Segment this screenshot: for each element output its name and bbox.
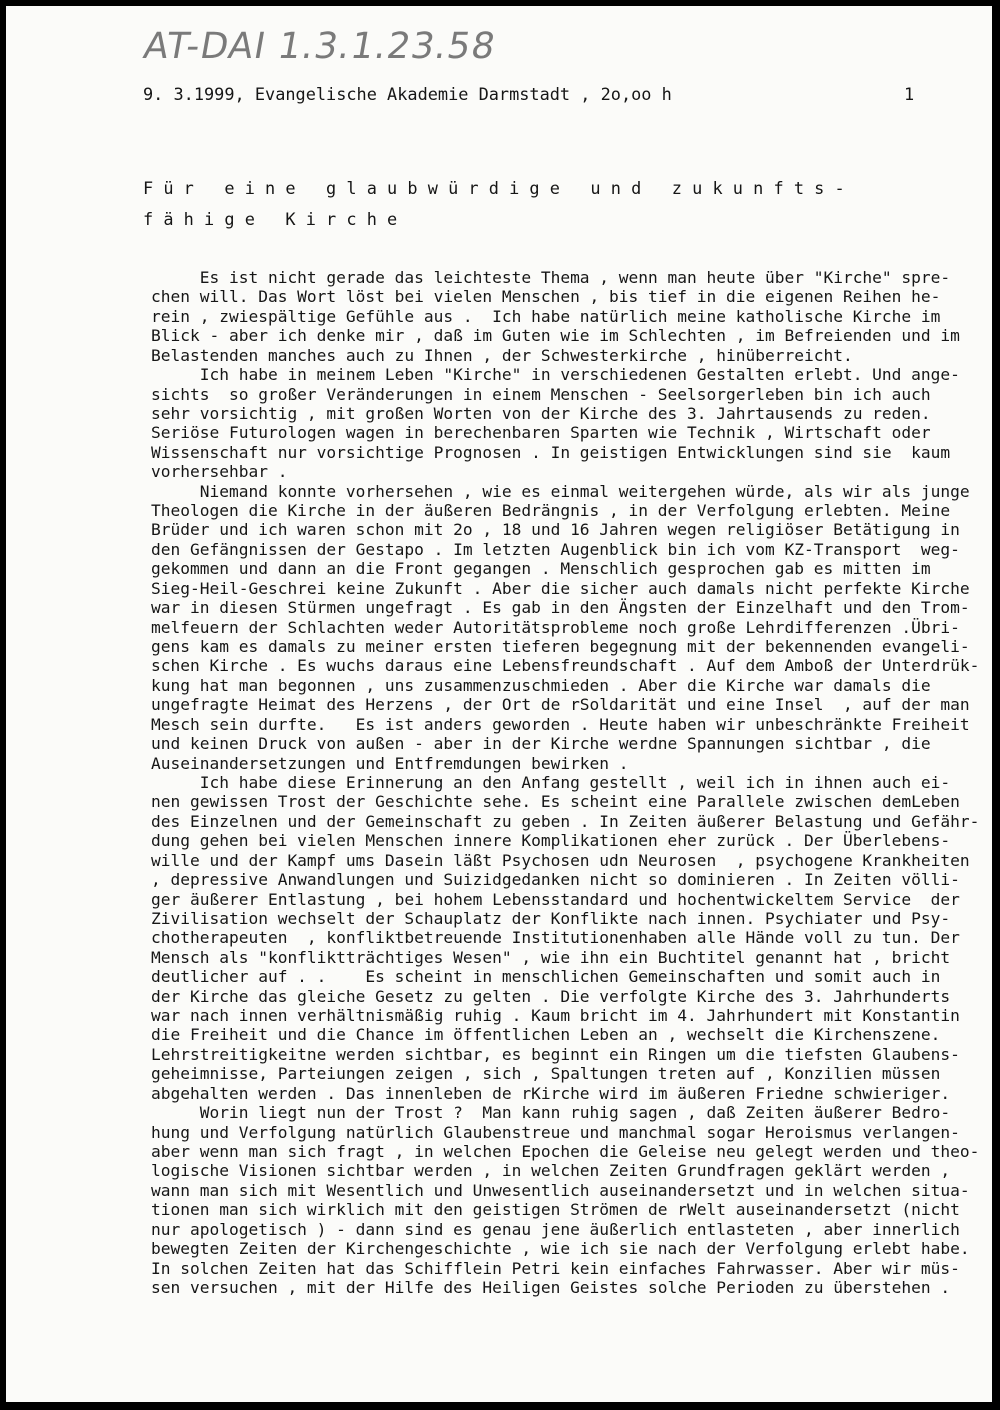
body-line: sichts so großer Veränderungen in einem Menschen - Seelsorgerleben bin ich auch	[151, 384, 931, 404]
title-line-1: F ü r e i n e g l a u b w ü r d i g e u n d z u k u n f t s -	[143, 178, 845, 198]
body-line: Belastenden manches auch zu Ihnen , der Schwesterkirche , hinüberreicht.	[151, 345, 853, 365]
body-line: gens kam es damals zu meiner ersten tieferen begegnung mit der bekennenden evangeli-	[151, 637, 970, 657]
body-line: In solchen Zeiten hat das Schifflein Petri kein einfaches Fahrwasser. Aber wir müs-	[151, 1258, 960, 1278]
body-line: Ich habe in meinem Leben "Kirche" in verschiedenen Gestalten erlebt. Und ange-	[151, 365, 960, 385]
body-line: Niemand konnte vorhersehen , wie es einmal weitergehen würde, als wir als junge	[151, 481, 970, 501]
body-line: Mesch sein durfte. Es ist anders geworden . Heute haben wir unbeschränkte Freiheit	[151, 714, 970, 734]
body-line: gekommen und dann an die Front gegangen . Menschlich gesprochen gab es mitten im	[151, 559, 931, 579]
body-line: sehr vorsichtig , mit großen Worten von der Kirche des 3. Jahrtausends zu reden.	[151, 403, 931, 423]
page-number: 1	[904, 84, 915, 104]
body-line: tionen man sich wirklich mit den geistigen Strömen de rWelt auseinandersetzt (nicht	[151, 1200, 960, 1220]
header-line: 9. 3.1999, Evangelische Akademie Darmstadt , 2o,oo h	[143, 84, 672, 104]
body-line: und keinen Druck von außen - aber in der Kirche werdne Spannungen sichtbar , die	[151, 734, 931, 754]
body-line: Ich habe diese Erinnerung an den Anfang gestellt , weil ich in ihnen auch ei-	[151, 772, 951, 792]
body-line: Wissenschaft nur vorsichtige Prognosen . In geistigen Entwicklungen sind sie kaum	[151, 442, 951, 462]
body-line: schen Kirche . Es wuchs daraus eine Lebensfreundschaft . Auf dem Amboß der Unterdrük-	[151, 656, 980, 676]
body-line: bewegten Zeiten der Kirchengeschichte , wie ich sie nach der Verfolgung erlebt habe.	[151, 1239, 970, 1259]
title-line-2: f ä h i g e K i r c h e	[143, 209, 398, 229]
body-line: melfeuern der Schlachten weder Autoritätsprobleme noch große Lehrdifferenzen .Übri-	[151, 617, 960, 637]
body-line: Seriöse Futurologen wagen in berechenbaren Sparten wie Technik , Wirtschaft oder	[151, 423, 931, 443]
body-line: kung hat man begonnen , uns zusammenzuschmieden . Aber die Kirche war damals die	[151, 675, 931, 695]
body-line: logische Visionen sichtbar werden , in welchen Zeiten Grundfragen geklärt werden ,	[151, 1161, 951, 1181]
body-line: der Kirche das gleiche Gesetz zu gelten . Die verfolgte Kirche des 3. Jahrhunderts	[151, 986, 951, 1006]
body-line: Sieg-Heil-Geschrei keine Zukunft . Aber die sicher auch damals nicht perfekte Kirche	[151, 578, 970, 598]
body-line: chotherapeuten , konfliktbetreuende Institutionenhaben alle Hände voll zu tun. Der	[151, 928, 960, 948]
body-line: ungefragte Heimat des Herzens , der Ort de rSoldarität und eine Insel , auf der man	[151, 695, 970, 715]
document-page	[6, 6, 992, 1402]
body-line: Worin liegt nun der Trost ? Man kann ruhig sagen , daß Zeiten äußerer Bedro-	[151, 1103, 951, 1123]
body-line: chen will. Das Wort löst bei vielen Menschen , bis tief in die eigenen Reihen he-	[151, 287, 941, 307]
body-line: Blick - aber ich denke mir , daß im Guten wie im Schlechten , im Befreienden und im	[151, 326, 960, 346]
body-line: die Freiheit und die Chance im öffentlichen Leben an , wechselt die Kirchenszene.	[151, 1025, 941, 1045]
body-line: Auseinandersetzungen und Entfremdungen bewirken .	[151, 753, 629, 773]
body-line: dung gehen bei vielen Menschen innere Komplikationen eher zurück . Der Überlebens-	[151, 831, 951, 851]
body-line: sen versuchen , mit der Hilfe des Heiligen Geistes solche Perioden zu überstehen .	[151, 1277, 951, 1297]
body-line: den Gefängnissen der Gestapo . Im letzten Augenblick bin ich vom KZ-Transport weg-	[151, 539, 960, 559]
body-line: aber wenn man sich fragt , in welchen Epochen die Geleise neu gelegt werden und theo-	[151, 1141, 980, 1161]
body-line: nen gewissen Trost der Geschichte sehe. Es scheint eine Parallele zwischen demLeben	[151, 792, 960, 812]
body-line: deutlicher auf . . Es scheint in menschlichen Gemeinschaften und somit auch in	[151, 967, 941, 987]
body-line: rein , zwiespältige Gefühle aus . Ich habe natürlich meine katholische Kirche im	[151, 306, 941, 326]
body-line: hung und Verfolgung natürlich Glaubenstreue und manchmal sogar Heroismus verlangen-	[151, 1122, 960, 1142]
body-line: Zivilisation wechselt der Schauplatz der Konflikte nach innen. Psychiater und Psy-	[151, 908, 951, 928]
body-line: nur apologetisch ) - dann sind es genau jene äußerlich entlasteten , aber innerlich	[151, 1219, 960, 1239]
body-line: Es ist nicht gerade das leichteste Thema , wenn man heute über "Kirche" spre-	[151, 268, 951, 287]
body-line: geheimnisse, Parteiungen zeigen , sich , Spaltungen treten auf , Konzilien müssen	[151, 1064, 941, 1084]
body-line: war nach innen verhältnismäßig ruhig . Kaum bricht im 4. Jahrhundert mit Konstantin	[151, 1006, 960, 1026]
body-line: war in diesen Stürmen ungefragt . Es gab in den Ängsten der Einzelhaft und den Trom-	[151, 598, 970, 618]
body-line: wille und der Kampf ums Dasein läßt Psychosen udn Neurosen , psychogene Krankheiten	[151, 850, 970, 870]
body-line: Theologen die Kirche in der äußeren Bedrängnis , in der Verfolgung erlebten. Meine	[151, 501, 951, 521]
body-line: , depressive Anwandlungen und Suizidgedanken nicht so dominieren . In Zeiten völli-	[151, 870, 960, 890]
body-line: vorhersehbar .	[151, 462, 288, 482]
archive-signature-handwritten: AT-DAI 1.3.1.23.58	[140, 26, 500, 67]
body-line: wann man sich mit Wesentlich und Unwesentlich auseinandersetzt und in welchen situa-	[151, 1180, 970, 1200]
body-line: ger äußerer Entlastung , bei hohem Lebensstandard und hochentwickeltem Service der	[151, 889, 960, 909]
body-line: Brüder und ich waren schon mit 2o , 18 und 16 Jahren wegen religiöser Betätigung in	[151, 520, 960, 540]
body-line: Lehrstreitigkeitne werden sichtbar, es beginnt ein Ringen um die tiefsten Glaubens-	[151, 1044, 960, 1064]
body-line: Mensch als "konfliktträchtiges Wesen" , wie ihn ein Buchtitel genannt hat , bricht	[151, 947, 951, 967]
body-text	[151, 268, 979, 1297]
body-line: des Einzelnen und der Gemeinschaft zu geben . In Zeiten äußerer Belastung und Gefähr-	[151, 811, 980, 831]
body-line: abgehalten werden . Das innenleben de rKirche wird im äußeren Friedne schwieriger.	[151, 1083, 951, 1103]
